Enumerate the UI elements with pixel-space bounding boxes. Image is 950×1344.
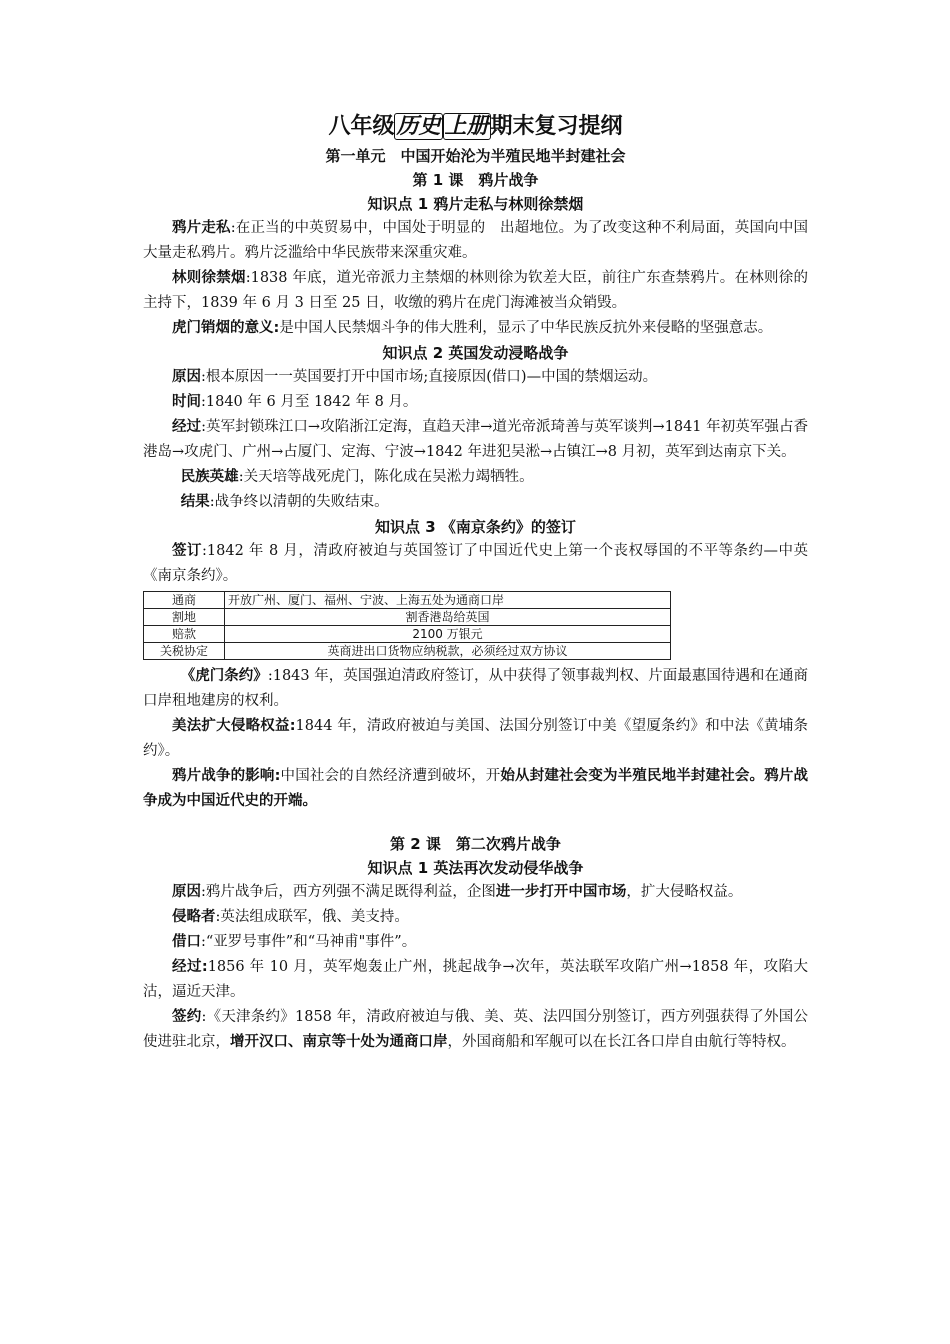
paragraph: [143, 905, 808, 930]
paragraph: [143, 930, 808, 955]
paragraph-text: ，外国商船和军舰可以在长江各口岸自由航行等特权。: [447, 1034, 796, 1050]
term-label: 签约: [172, 1009, 202, 1025]
term-label: 借口: [172, 934, 201, 950]
table-row: [144, 643, 671, 660]
lesson-2-heading: 第 2 课 第二次鸦片战争: [390, 835, 561, 853]
knowledge-point-heading: 知识点 2 英国发动浸略战争: [382, 344, 569, 362]
paragraph-text: :英法组成联军，俄、美支持。: [215, 909, 409, 925]
term-label: 林则徐禁烟: [172, 270, 246, 286]
paragraph-text: :“亚罗号事件”和“马神甫"事件”。: [201, 934, 417, 950]
paragraph-text: :鸦片战争后，西方列强不满足既得利益，企图: [201, 884, 496, 900]
paragraph-text: :1843 年，英国强迫清政府签订，从中获得了领事裁判权、片面最惠国待遇和在通商口岸租地建房的权利。: [143, 668, 808, 709]
paragraph: [143, 316, 808, 341]
treaty-terms-table: [143, 591, 671, 660]
unit-heading: 第一单元 中国开始沦为半殖民地半封建社会: [325, 147, 626, 165]
paragraph-text: :在正当的中英贸易中，中国处于明显的 出超地位。为了改变这种不利局面，英国向中国大量走私鸦片。鸦片泛滥给中华民族带来深重灾难。: [143, 220, 809, 261]
table-cell-value: 割香港岛给英国: [225, 609, 671, 626]
term-label: 民族英雄: [180, 469, 239, 485]
title-prefix: 八年级: [328, 114, 395, 139]
table-row: [144, 592, 671, 609]
paragraph-text: 1856 年 10 月，英军炮轰止广州，挑起战争→次年，英法联军攻陷广州→1858 年，攻陷大沽，逼近天津。: [143, 959, 808, 1000]
title-highlight-volume: 上册: [444, 114, 489, 139]
emphasis-text: 始从封建社会变为半殖民地半封建社会。鸦片战争成为中国近代史的开端。: [143, 768, 808, 809]
paragraph: [143, 465, 808, 490]
term-label: 经过:: [172, 959, 208, 975]
paragraph-text: :关天培等战死虎门，陈化成在吴淞力竭牺牲。: [238, 469, 534, 485]
section-spacer: [143, 814, 808, 832]
term-label: 原因: [172, 369, 201, 385]
paragraph-text: 是中国人民禁烟斗争的伟大胜利，显示了中华民族反抗外来侵略的坚强意志。: [279, 320, 773, 336]
title-highlight-history: 历史: [396, 114, 441, 139]
paragraph: [143, 365, 808, 390]
table-cell-key: 通商: [144, 592, 225, 609]
knowledge-point-heading: 知识点 3 《南京条约》的签订: [375, 518, 576, 536]
term-label: 鸦片走私: [172, 220, 231, 236]
term-label: 《虎门条约》: [180, 668, 268, 684]
term-label: 签订: [172, 543, 203, 559]
table-cell-key: 割地: [144, 609, 225, 626]
term-label: 虎门销烟的意义:: [172, 320, 280, 336]
paragraph: [143, 1005, 808, 1055]
paragraph-text: ，扩大侵略权益。: [626, 884, 743, 900]
paragraph: [143, 664, 808, 714]
knowledge-point-heading: 知识点 1 鸦片走私与林则徐禁烟: [367, 195, 584, 213]
paragraph-text: :1840 年 6 月至 1842 年 8 月。: [201, 394, 418, 410]
paragraph: [143, 490, 808, 515]
term-label: 鸦片战争的影响:: [172, 768, 281, 784]
emphasis-text: 进一步打开中国市场: [495, 884, 627, 900]
term-label: 经过: [172, 419, 202, 435]
paragraph-text: 中国社会的自然经济遭到破坏，开: [280, 768, 501, 784]
document-title: [143, 112, 808, 142]
paragraph: [143, 764, 808, 814]
title-suffix: 期末复习提纲: [490, 114, 623, 139]
term-label: 时间: [172, 394, 201, 410]
paragraph: [143, 880, 808, 905]
paragraph-text: :1838 年底，道光帝派力主禁烟的林则徐为钦差大臣，前往广东查禁鸦片。在林则徐的主持下，1839 年 6 月 3 日至 25 日，收缴的鸦片在虎门海滩被当众销毁。: [143, 270, 808, 311]
term-label: 美法扩大侵略权益:: [172, 718, 296, 734]
table-cell-value: 开放广州、厦门、福州、宁波、上海五处为通商口岸: [225, 592, 671, 609]
table-cell-value: 2100 万银元: [225, 626, 671, 643]
paragraph: [143, 390, 808, 415]
paragraph: [143, 955, 808, 1005]
term-label: 结果: [180, 494, 210, 510]
table-cell-value: 英商进出口货物应纳税款，必须经过双方协议: [225, 643, 671, 660]
knowledge-point-heading: 知识点 1 英法再次发动侵华战争: [367, 859, 584, 877]
table-row: [144, 626, 671, 643]
table-cell-key: 赔款: [144, 626, 225, 643]
paragraph-text: 1844 年，清政府被迫与美国、法国分别签订中美《望厦条约》和中法《黄埔条约》。: [143, 718, 808, 759]
paragraph: [143, 266, 808, 316]
paragraph: [143, 714, 808, 764]
lesson-1-heading: 第 1 课 鸦片战争: [412, 171, 539, 189]
paragraph: [143, 415, 808, 465]
paragraph-text: :1842 年 8 月，清政府被迫与英国签订了中国近代史上第一个丧权辱国的不平等条约—中英《南京条约》。: [143, 543, 809, 584]
paragraph-text: :根本原因一一英国要打开中国市场;直接原因(借口)—中国的禁烟运动。: [201, 369, 658, 385]
document-page: [143, 112, 808, 1055]
term-label: 原因: [172, 884, 201, 900]
paragraph-text: :战争终以清朝的失败结束。: [209, 494, 389, 510]
paragraph: [143, 216, 808, 266]
term-label: 侵略者: [172, 909, 216, 925]
table-row: [144, 609, 671, 626]
emphasis-text: 增开汉口、南京等十处为通商口岸: [230, 1034, 448, 1050]
paragraph: [143, 539, 808, 589]
paragraph-text: :英军封锁珠江口→攻陷浙江定海，直趋天津→道光帝派琦善与英军谈判→1841 年初英军强占香港岛→攻虎门、广州→占厦门、定海、宁波→1842 年进犯吴淞→占镇江→8 月初，英军到达南京下关。: [143, 419, 809, 460]
table-cell-key: 关税协定: [144, 643, 225, 660]
paragraph-text: :《天津条约》1858 年，清政府被迫与俄、美、英、法四国分别签订，西方列强获得了外国公使进驻北京，: [143, 1009, 808, 1050]
